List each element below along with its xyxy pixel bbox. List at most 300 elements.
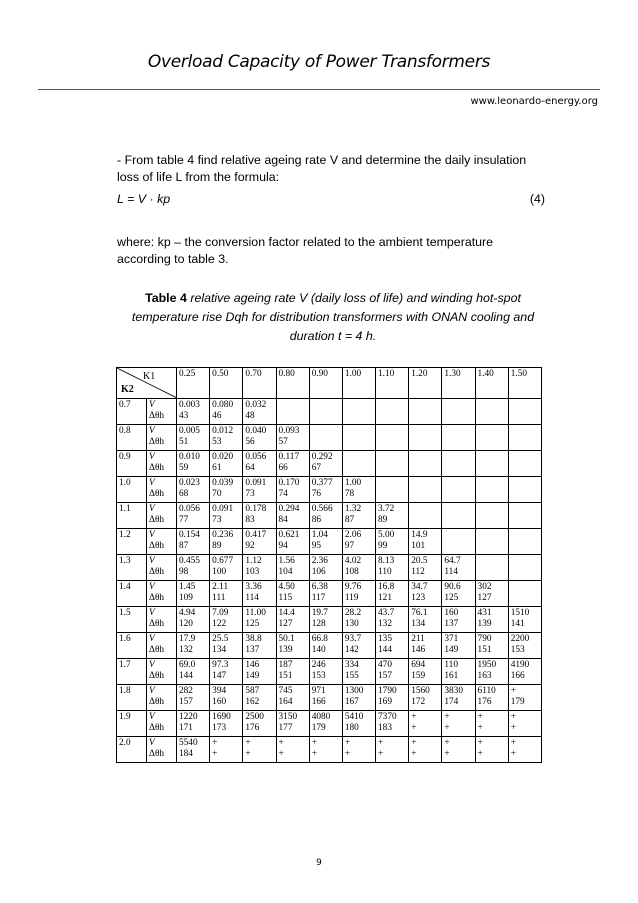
data-cell <box>376 399 409 425</box>
ageing-rate-value: 2.06 <box>344 530 362 540</box>
data-cell <box>177 685 210 711</box>
ageing-rate-value: 694 <box>411 660 426 670</box>
ageing-rate-value: 0.005 <box>179 426 200 436</box>
temperature-rise-value: 139 <box>278 645 293 655</box>
ageing-rate-value: 146 <box>245 660 260 670</box>
temperature-rise-value: 179 <box>510 697 525 707</box>
ageing-rate-value: 90.6 <box>444 582 461 592</box>
data-cell <box>210 529 243 555</box>
ageing-rate-value: 371 <box>444 634 459 644</box>
ageing-rate-value: 25.5 <box>212 634 229 644</box>
table-body <box>117 399 542 763</box>
ageing-rate-value: + <box>411 738 417 748</box>
data-cell <box>243 477 276 503</box>
data-cell <box>342 529 375 555</box>
ageing-rate-value: 20.5 <box>411 556 428 566</box>
table-caption-description: relative ageing rate V (daily loss of life) and winding hot-spot temperature rise Dqh for distribution transformers with ONAN cooling and duration t = 4 h. <box>131 291 535 343</box>
ageing-rate-value: 1560 <box>411 686 430 696</box>
data-cell <box>409 633 442 659</box>
data-cell <box>376 659 409 685</box>
ageing-rate-value: + <box>344 738 351 748</box>
data-cell <box>342 659 375 685</box>
ageing-rate-value: 302 <box>477 582 492 592</box>
ageing-rate-value: 97.3 <box>212 660 229 670</box>
ageing-rate-value: 50.1 <box>278 634 295 644</box>
ageing-rate-value: 2500 <box>245 712 264 722</box>
temperature-rise-value: 87 <box>344 515 355 525</box>
v-label: V <box>149 608 155 618</box>
data-cell <box>475 633 508 659</box>
temperature-rise-value: 159 <box>411 671 426 681</box>
theta-label: Δθh <box>149 671 165 681</box>
data-cell <box>508 711 541 737</box>
data-cell <box>342 633 375 659</box>
temperature-rise-value: 46 <box>212 411 222 421</box>
ageing-rate-value: 0.056 <box>179 504 200 514</box>
k1-header-cell: 1.10 <box>376 368 409 399</box>
ageing-rate-value: 1220 <box>179 712 198 722</box>
row-label-cell <box>147 737 177 763</box>
ageing-rate-value: + <box>278 738 284 748</box>
temperature-rise-value: 104 <box>278 567 293 577</box>
v-label: V <box>149 400 155 410</box>
ageing-rate-value: 2200 <box>510 634 530 644</box>
data-cell <box>342 711 375 737</box>
temperature-rise-value: 74 <box>278 489 288 499</box>
theta-label: Δθh <box>149 619 165 629</box>
temperature-rise-value: 125 <box>245 619 260 629</box>
data-cell <box>309 529 342 555</box>
temperature-rise-value: 169 <box>378 697 392 707</box>
ageing-rate-value: 470 <box>378 660 392 670</box>
v-label: V <box>149 738 155 748</box>
row-label-cell <box>147 451 177 477</box>
temperature-rise-value: 59 <box>179 463 189 473</box>
ageing-rate-value: 4.50 <box>278 582 295 592</box>
k1-header-cell: 0.50 <box>210 368 243 399</box>
data-cell <box>376 503 409 529</box>
temperature-rise-value: 109 <box>179 593 193 603</box>
data-cell <box>243 607 276 633</box>
k1-header-cell: 0.90 <box>309 368 342 399</box>
v-label: V <box>149 556 155 566</box>
k2-value-cell: 1.3 <box>117 555 147 581</box>
data-cell <box>177 451 210 477</box>
data-cell <box>342 503 375 529</box>
temperature-rise-value: 97 <box>344 541 355 551</box>
ageing-rate-value: 76.1 <box>411 608 428 618</box>
data-cell <box>442 685 475 711</box>
data-cell <box>309 581 342 607</box>
data-cell <box>376 737 409 763</box>
data-cell <box>342 425 375 451</box>
data-cell <box>376 633 409 659</box>
temperature-rise-value: 166 <box>311 697 326 707</box>
data-cell <box>508 451 541 477</box>
theta-label: Δθh <box>149 749 165 759</box>
theta-label: Δθh <box>149 489 165 499</box>
ageing-rate-value: 110 <box>444 660 458 670</box>
ageing-rate-value: + <box>411 712 417 722</box>
ageing-rate-value: 1.56 <box>278 556 295 566</box>
data-cell <box>177 477 210 503</box>
ageing-rate-value: 1.00 <box>344 478 362 488</box>
k2-value-cell: 0.8 <box>117 425 147 451</box>
temperature-rise-value: 176 <box>245 723 260 733</box>
data-cell <box>409 399 442 425</box>
temperature-rise-value: 127 <box>278 619 293 629</box>
data-cell <box>309 711 342 737</box>
data-cell <box>210 503 243 529</box>
temperature-rise-value: 183 <box>378 723 392 733</box>
temperature-rise-value: 132 <box>378 619 392 629</box>
row-label-cell <box>147 633 177 659</box>
data-cell <box>475 607 508 633</box>
ageing-rate-value: 0.677 <box>212 556 234 566</box>
ageing-rate-value: 6110 <box>477 686 496 696</box>
temperature-rise-value: + <box>411 723 417 733</box>
ageing-rate-value: + <box>510 686 516 696</box>
data-cell <box>442 633 475 659</box>
formula-line <box>117 192 545 206</box>
data-cell <box>376 451 409 477</box>
data-cell <box>210 477 243 503</box>
data-cell <box>376 425 409 451</box>
k2-value-cell: 1.8 <box>117 685 147 711</box>
temperature-rise-value: 57 <box>278 437 288 447</box>
ageing-rate-value: 28.2 <box>344 608 362 618</box>
table-corner-cell <box>117 368 177 399</box>
temperature-rise-value: + <box>510 749 516 759</box>
data-cell <box>309 607 342 633</box>
v-label: V <box>149 660 155 670</box>
ageing-rate-value: 2.36 <box>311 556 328 566</box>
k2-value-cell: 1.9 <box>117 711 147 737</box>
temperature-rise-value: 166 <box>510 671 525 681</box>
data-cell <box>475 451 508 477</box>
k2-value-cell: 0.7 <box>117 399 147 425</box>
temperature-rise-value: 117 <box>311 593 326 603</box>
temperature-rise-value: 147 <box>212 671 227 681</box>
ageing-rate-value: 211 <box>411 634 425 644</box>
temperature-rise-value: 179 <box>311 723 326 733</box>
ageing-rate-value: + <box>245 738 251 748</box>
data-cell <box>210 607 243 633</box>
ageing-rate-value: 1690 <box>212 712 231 722</box>
temperature-rise-value: + <box>477 749 483 759</box>
data-cell <box>342 685 375 711</box>
data-cell <box>508 581 541 607</box>
temperature-rise-value: + <box>510 723 516 733</box>
temperature-rise-value: 78 <box>344 489 355 499</box>
data-cell <box>442 451 475 477</box>
data-cell <box>276 581 309 607</box>
ageing-rate-value: 0.292 <box>311 452 333 462</box>
ageing-rate-value: 3150 <box>278 712 298 722</box>
temperature-rise-value: 149 <box>245 671 260 681</box>
data-cell <box>342 555 375 581</box>
data-cell <box>276 477 309 503</box>
temperature-rise-value: 176 <box>477 697 492 707</box>
temperature-rise-value: + <box>411 749 417 759</box>
data-cell <box>276 399 309 425</box>
table-row <box>117 451 542 477</box>
ageing-rate-value: 8.13 <box>378 556 395 566</box>
temperature-rise-value: 146 <box>411 645 426 655</box>
temperature-rise-value: 140 <box>311 645 326 655</box>
temperature-rise-value: 132 <box>179 645 193 655</box>
data-cell <box>309 685 342 711</box>
ageing-rate-value: 0.566 <box>311 504 333 514</box>
data-cell <box>243 529 276 555</box>
ageing-rate-value: 3830 <box>444 686 463 696</box>
temperature-rise-value: 141 <box>510 619 525 629</box>
temperature-rise-value: 125 <box>444 593 459 603</box>
data-cell <box>475 555 508 581</box>
k1-header-cell: 0.80 <box>276 368 309 399</box>
temperature-rise-value: + <box>311 749 317 759</box>
data-cell <box>376 555 409 581</box>
data-cell <box>442 581 475 607</box>
row-label-cell <box>147 659 177 685</box>
data-cell <box>475 711 508 737</box>
ageing-rate-value: 64.7 <box>444 556 461 566</box>
temperature-rise-value: 87 <box>179 541 189 551</box>
data-cell <box>409 503 442 529</box>
temperature-rise-value: 115 <box>278 593 293 603</box>
data-cell <box>210 659 243 685</box>
data-cell <box>177 555 210 581</box>
temperature-rise-value: 162 <box>245 697 260 707</box>
k2-value-cell: 1.5 <box>117 607 147 633</box>
temperature-rise-value: + <box>278 749 284 759</box>
temperature-rise-value: 144 <box>179 671 193 681</box>
data-cell <box>276 685 309 711</box>
theta-label: Δθh <box>149 411 165 421</box>
temperature-rise-value: 114 <box>245 593 259 603</box>
data-cell <box>475 503 508 529</box>
ageing-rate-value: 0.117 <box>278 452 300 462</box>
header-divider <box>38 89 600 90</box>
v-label: V <box>149 452 155 462</box>
data-cell <box>442 607 475 633</box>
data-cell <box>508 425 541 451</box>
data-cell <box>309 425 342 451</box>
temperature-rise-value: 51 <box>179 437 189 447</box>
data-cell <box>442 529 475 555</box>
data-cell <box>243 685 276 711</box>
data-cell <box>177 425 210 451</box>
ageing-rate-value: 4190 <box>510 660 530 670</box>
ageing-rate-value: 187 <box>278 660 293 670</box>
v-label: V <box>149 634 155 644</box>
ageing-rate-value: 160 <box>444 608 459 618</box>
ageing-rate-value: 11.00 <box>245 608 266 618</box>
temperature-rise-value: 123 <box>411 593 426 603</box>
temperature-rise-value: 114 <box>444 567 458 577</box>
data-cell <box>342 451 375 477</box>
row-label-cell <box>147 529 177 555</box>
website-link[interactable]: www.leonardo-energy.org <box>470 96 598 107</box>
data-cell <box>243 659 276 685</box>
data-cell <box>309 555 342 581</box>
theta-label: Δθh <box>149 541 165 551</box>
temperature-rise-value: 177 <box>278 723 293 733</box>
data-cell <box>276 737 309 763</box>
ageing-rate-value: 0.010 <box>179 452 200 462</box>
temperature-rise-value: 66 <box>278 463 288 473</box>
row-label-cell <box>147 425 177 451</box>
temperature-rise-value: 67 <box>311 463 321 473</box>
ageing-rate-value: 7370 <box>378 712 397 722</box>
ageing-rate-value: 9.76 <box>344 582 362 592</box>
temperature-rise-value: 73 <box>245 489 255 499</box>
data-cell <box>243 503 276 529</box>
data-cell <box>376 607 409 633</box>
temperature-rise-value: 134 <box>212 645 227 655</box>
data-cell <box>177 711 210 737</box>
data-cell <box>309 503 342 529</box>
data-cell <box>276 451 309 477</box>
temperature-rise-value: 94 <box>278 541 288 551</box>
temperature-rise-value: 70 <box>212 489 222 499</box>
table-row <box>117 529 542 555</box>
theta-label: Δθh <box>149 567 165 577</box>
temperature-rise-value: 153 <box>510 645 525 655</box>
row-label-cell <box>147 607 177 633</box>
formula-text: L = V · kp <box>117 192 171 206</box>
temperature-rise-value: 89 <box>212 541 222 551</box>
data-cell <box>409 477 442 503</box>
ageing-rate-value: + <box>212 738 218 748</box>
theta-label: Δθh <box>149 593 165 603</box>
k2-value-cell: 1.4 <box>117 581 147 607</box>
ageing-rate-value: + <box>444 738 450 748</box>
k2-value-cell: 1.2 <box>117 529 147 555</box>
k2-value-cell: 1.0 <box>117 477 147 503</box>
temperature-rise-value: + <box>444 723 450 733</box>
ageing-rate-value: 0.003 <box>179 400 200 410</box>
temperature-rise-value: 144 <box>378 645 392 655</box>
data-cell <box>210 555 243 581</box>
k2-value-cell: 2.0 <box>117 737 147 763</box>
ageing-rate-value: 282 <box>179 686 193 696</box>
data-cell <box>475 685 508 711</box>
ageing-rate-value: 0.455 <box>179 556 200 566</box>
temperature-rise-value: 139 <box>477 619 492 629</box>
table-row <box>117 555 542 581</box>
v-label: V <box>149 530 155 540</box>
temperature-rise-value: 99 <box>378 541 388 551</box>
temperature-rise-value: 142 <box>344 645 359 655</box>
data-cell <box>177 737 210 763</box>
data-cell <box>243 399 276 425</box>
ageing-rate-value: 0.093 <box>278 426 300 436</box>
table-caption-label: Table 4 <box>145 291 187 305</box>
temperature-rise-value: 68 <box>179 489 189 499</box>
ageing-rate-value: 0.056 <box>245 452 267 462</box>
v-label: V <box>149 712 155 722</box>
data-cell <box>442 425 475 451</box>
ageing-rate-value: 0.023 <box>179 478 200 488</box>
ageing-rate-value: 0.040 <box>245 426 267 436</box>
temperature-rise-value: 164 <box>278 697 293 707</box>
data-cell <box>475 737 508 763</box>
data-cell <box>276 607 309 633</box>
temperature-rise-value: 111 <box>212 593 226 603</box>
temperature-rise-value: 155 <box>344 671 359 681</box>
k1-header-cell: 0.25 <box>177 368 210 399</box>
ageing-rate-value: 0.012 <box>212 426 234 436</box>
theta-label: Δθh <box>149 723 165 733</box>
row-label-cell <box>147 399 177 425</box>
ageing-rate-value: 1.12 <box>245 556 262 566</box>
k2-value-cell: 1.1 <box>117 503 147 529</box>
data-cell <box>276 711 309 737</box>
ageing-rate-value: 5540 <box>179 738 198 748</box>
ageing-rate-value: + <box>477 712 483 722</box>
data-cell <box>210 399 243 425</box>
data-cell <box>243 633 276 659</box>
table-row <box>117 581 542 607</box>
data-cell <box>177 399 210 425</box>
temperature-rise-value: 98 <box>179 567 189 577</box>
table-row <box>117 399 542 425</box>
ageing-rate-value: 0.080 <box>212 400 234 410</box>
temperature-rise-value: 163 <box>477 671 492 681</box>
data-cell <box>475 581 508 607</box>
temperature-rise-value: 128 <box>311 619 326 629</box>
data-cell <box>309 451 342 477</box>
data-cell <box>342 399 375 425</box>
temperature-rise-value: 157 <box>378 671 392 681</box>
row-label-cell <box>147 581 177 607</box>
temperature-rise-value: + <box>477 723 483 733</box>
data-cell <box>342 737 375 763</box>
data-cell <box>309 737 342 763</box>
data-cell <box>508 659 541 685</box>
ageing-rate-value: 69.0 <box>179 660 196 670</box>
ageing-rate-value: 14.4 <box>278 608 295 618</box>
data-cell <box>508 399 541 425</box>
data-cell <box>210 581 243 607</box>
ageing-rate-value: 0.091 <box>245 478 267 488</box>
table-header-row <box>117 368 542 399</box>
temperature-rise-value: 73 <box>212 515 222 525</box>
ageing-rate-value: 0.154 <box>179 530 200 540</box>
data-cell <box>508 737 541 763</box>
data-cell <box>243 451 276 477</box>
data-cell <box>276 503 309 529</box>
temperature-rise-value: 110 <box>378 567 392 577</box>
temperature-rise-value: 48 <box>245 411 255 421</box>
temperature-rise-value: 101 <box>411 541 426 551</box>
temperature-rise-value: 184 <box>179 749 193 759</box>
data-cell <box>243 711 276 737</box>
temperature-rise-value: 76 <box>311 489 321 499</box>
ageing-rate-value: 0.039 <box>212 478 234 488</box>
k2-axis-label: K2 <box>121 384 134 395</box>
row-label-cell <box>147 555 177 581</box>
data-cell <box>309 477 342 503</box>
temperature-rise-value: 77 <box>179 515 189 525</box>
ageing-rate-table <box>116 367 542 763</box>
ageing-rate-value: 17.9 <box>179 634 196 644</box>
ageing-rate-value: 5410 <box>344 712 364 722</box>
temperature-rise-value: 137 <box>444 619 459 629</box>
data-cell <box>475 659 508 685</box>
temperature-rise-value: 153 <box>311 671 326 681</box>
